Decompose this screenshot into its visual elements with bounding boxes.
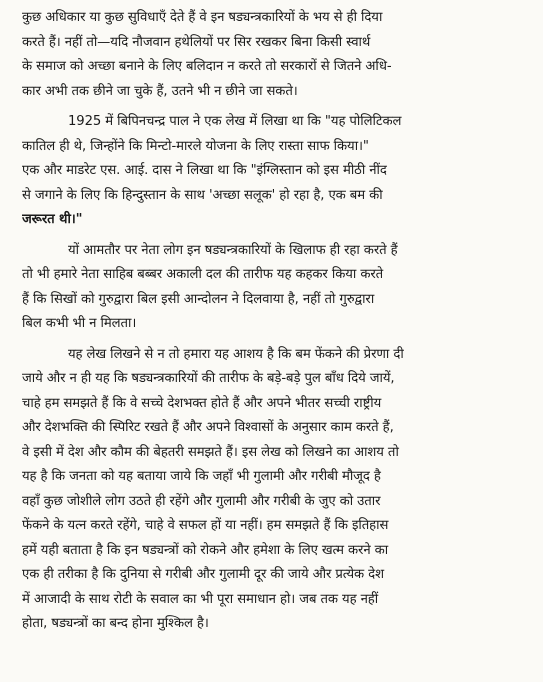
text-line: चाहे हम समझते हैं कि वे सच्चे देशभक्त होते हैं और अपने भीतर सच्ची राष्ट्रीय bbox=[22, 395, 382, 411]
text-line: जरूरत थी।" bbox=[22, 212, 83, 227]
text-line: और देशभक्ति की स्पिरिट रखते हैं और अपने विश्वासों के अनुसार काम करते हैं, bbox=[22, 420, 394, 435]
text-line: तो भी हमारे नेता साहिब बब्बर अकाली दल की तारीफ यह कहकर किया करते bbox=[22, 267, 384, 282]
paragraph-3 bbox=[22, 239, 535, 337]
text-line: एक और माडरेट एस. आई. दास ने लिखा था कि "इंग्लिस्तान को इस मीठी नींद bbox=[22, 163, 387, 178]
text-line: फेंकने के यत्न करते रहेंगे, चाहे वे सफल हों या नहीं। हम समझते हैं कि इतिहास bbox=[22, 518, 389, 533]
text-line: हैं कि सिखों को गुरुद्वारा बिल इसी आन्दोलन ने दिलवाया है, नहीं तो गुरुद्वारा bbox=[22, 291, 375, 307]
text-line: यों आमतौर पर नेता लोग इन षड्यन्त्रकारियों के खिलाफ ही रहा करते हैं bbox=[68, 242, 398, 258]
text-line: हमें यही बताता है कि इन षड्यन्त्रों को रोकने और हमेशा के लिए खत्म करने का bbox=[22, 542, 389, 558]
text-line: में आजादी के साथ रोटी के सवाल का भी पूरा समाधान हो। जब तक यह नहीं bbox=[22, 591, 379, 607]
text-line: यह है कि जनता को यह बताया जाये कि जहाँ भी गुलामी और गरीबी मौजूद है bbox=[22, 469, 381, 484]
paragraph-1 bbox=[22, 6, 535, 104]
text-line: कातिल ही थे, जिन्होंने कि मिन्टो-मारले योजना के लिए रास्ता साफ किया।" bbox=[22, 138, 369, 154]
text-line: कुछ अधिकार या कुछ सुविधाएँ देते हैं वे इन षड्यन्त्रकारियों के भय से ही दिया bbox=[22, 10, 383, 25]
text-line: कार अभी तक छीने जा चुके हैं, उतने भी न छीने जा सकते। bbox=[22, 83, 298, 99]
text-line: से जगाने के लिए कि हिन्दुस्तान के साथ 'अच्छा सलूक' हो रहा है, एक बम की bbox=[22, 187, 383, 203]
paragraph-4 bbox=[22, 343, 535, 637]
text-line: करते हैं। नहीं तो—यदि नौजवान हथेलियों पर सिर रखकर बिना किसी स्वार्थ bbox=[22, 34, 371, 50]
text-line: बिल कभी भी न मिलता। bbox=[22, 316, 137, 331]
text-line: वहाँ कुछ जोशीले लोग उठते ही रहेंगे और गुलामी और गरीबी के जुए को उतार bbox=[22, 493, 381, 509]
text-line: के समाज को अच्छा बनाने के लिए बलिदान न करते तो सरकारों से जितने अधि- bbox=[22, 59, 392, 74]
text-line: यह लेख लिखने से न तो हमारा यह आशय है कि बम फेंकने की प्रेरणा दी bbox=[68, 346, 404, 362]
paragraph-2 bbox=[22, 110, 535, 233]
text-line: एक ही तरीका है कि दुनिया से गरीबी और गुलामी दूर की जाये और प्रत्येक देश bbox=[22, 567, 384, 582]
text-line: होता, षड्यन्त्रों का बन्द होना मुश्किल है। bbox=[22, 616, 209, 631]
text-line: 1925 में बिपिनचन्द्र पाल ने एक लेख में लिखा था कि "यह पोलिटिकल bbox=[68, 114, 402, 129]
text-line: वे इसी में देश और कौम की बेहतरी समझते हैं। इस लेख को लिखने का आशय तो bbox=[22, 444, 399, 460]
text-line: जाये और न ही यह कि षड्यन्त्रकारियों की तारीफ के बड़े-बड़े पुल बाँध दिये जायें, bbox=[22, 371, 395, 386]
